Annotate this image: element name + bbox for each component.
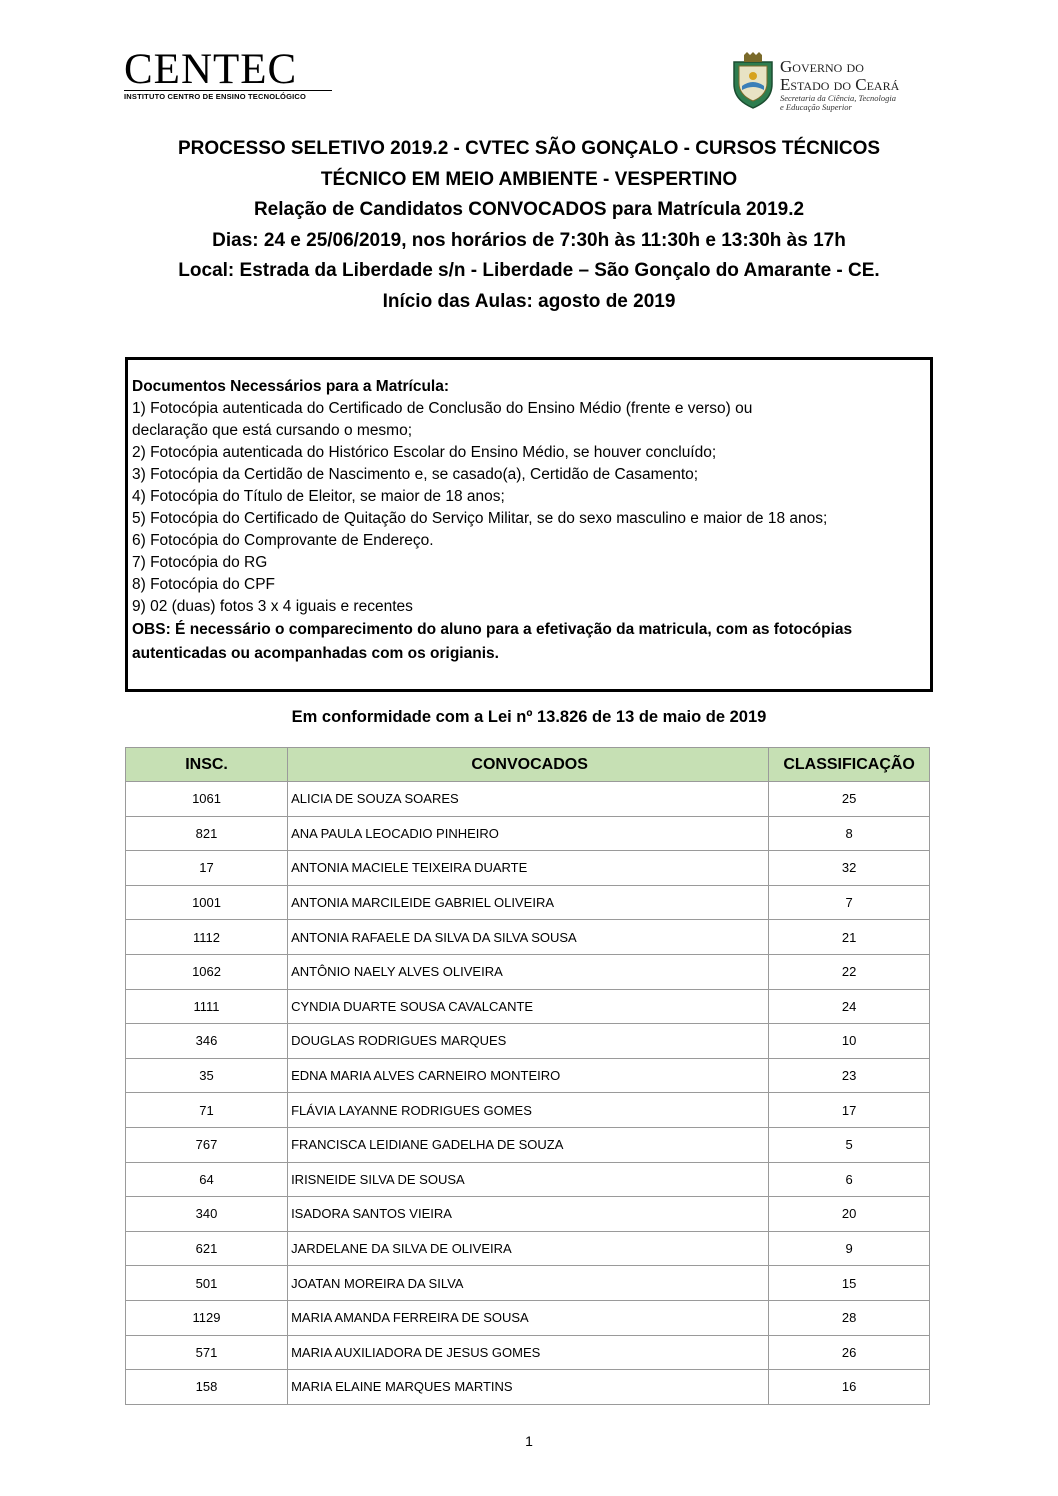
page-number: 1 bbox=[525, 1433, 533, 1449]
document-item: 3) Fotocópia da Certidão de Nascimento e, se casado(a), Certidão de Casamento; bbox=[132, 466, 699, 483]
gov-line-2: Estado do Ceará bbox=[780, 75, 900, 94]
name-cell: MARIA AMANDA FERREIRA DE SOUSA bbox=[288, 1300, 769, 1335]
insc-cell: 1062 bbox=[126, 954, 288, 989]
centec-logo-subtitle: INSTITUTO CENTRO DE ENSINO TECNOLÓGICO bbox=[124, 90, 332, 101]
insc-cell: 158 bbox=[126, 1370, 288, 1405]
insc-cell: 621 bbox=[126, 1231, 288, 1266]
column-header-insc: INSC. bbox=[126, 748, 288, 782]
table-row bbox=[126, 816, 930, 851]
name-cell: MARIA AUXILIADORA DE JESUS GOMES bbox=[288, 1335, 769, 1370]
classification-cell: 25 bbox=[769, 782, 930, 817]
title-line-6: Início das Aulas: agosto de 2019 bbox=[382, 290, 676, 312]
title-line-2: TÉCNICO EM MEIO AMBIENTE - VESPERTINO bbox=[320, 168, 738, 190]
insc-cell: 71 bbox=[126, 1093, 288, 1128]
insc-cell: 1129 bbox=[126, 1300, 288, 1335]
table-row bbox=[126, 1266, 930, 1301]
candidates-table bbox=[125, 747, 930, 1405]
classification-cell: 23 bbox=[769, 1058, 930, 1093]
law-notice: Em conformidade com a Lei nº 13.826 de 13 de maio de 2019 bbox=[291, 708, 767, 726]
table-row bbox=[126, 782, 930, 817]
name-cell: ANTONIA MARCILEIDE GABRIEL OLIVEIRA bbox=[288, 885, 769, 920]
name-cell: IRISNEIDE SILVA DE SOUSA bbox=[288, 1162, 769, 1197]
name-cell: JOATAN MOREIRA DA SILVA bbox=[288, 1266, 769, 1301]
table-row bbox=[126, 989, 930, 1024]
table-header-row bbox=[126, 748, 930, 782]
name-cell: CYNDIA DUARTE SOUSA CAVALCANTE bbox=[288, 989, 769, 1024]
classification-cell: 22 bbox=[769, 954, 930, 989]
insc-cell: 346 bbox=[126, 1024, 288, 1059]
obs-line-1: OBS: É necessário o comparecimento do aluno para a efetivação da matricula, com as fotocópias bbox=[132, 621, 853, 638]
title-line-4: Dias: 24 e 25/06/2019, nos horários de 7:30h às 11:30h e 13:30h às 17h bbox=[212, 229, 846, 251]
table-row bbox=[126, 851, 930, 886]
centec-logo bbox=[124, 46, 338, 101]
insc-cell: 340 bbox=[126, 1197, 288, 1232]
document-item: 5) Fotocópia do Certificado de Quitação do Serviço Militar, se do sexo masculino e maior de 18 anos; bbox=[132, 510, 828, 527]
classification-cell: 21 bbox=[769, 920, 930, 955]
classification-cell: 28 bbox=[769, 1300, 930, 1335]
name-cell: ANTONIA RAFAELE DA SILVA DA SILVA SOUSA bbox=[288, 920, 769, 955]
classification-cell: 15 bbox=[769, 1266, 930, 1301]
classification-cell: 7 bbox=[769, 885, 930, 920]
name-cell: EDNA MARIA ALVES CARNEIRO MONTEIRO bbox=[288, 1058, 769, 1093]
document-titles bbox=[0, 134, 1058, 317]
title-line-5: Local: Estrada da Liberdade s/n - Liberdade – São Gonçalo do Amarante - CE. bbox=[178, 260, 880, 281]
document-item: 1) Fotocópia autenticada do Certificado de Conclusão do Ensino Médio (frente e verso) ou bbox=[132, 400, 753, 417]
classification-cell: 6 bbox=[769, 1162, 930, 1197]
document-item: 6) Fotocópia do Comprovante de Endereço. bbox=[132, 532, 434, 549]
column-header-convocados: CONVOCADOS bbox=[288, 748, 769, 782]
classification-cell: 16 bbox=[769, 1370, 930, 1405]
insc-cell: 501 bbox=[126, 1266, 288, 1301]
insc-cell: 1112 bbox=[126, 920, 288, 955]
insc-cell: 64 bbox=[126, 1162, 288, 1197]
table-row bbox=[126, 1127, 930, 1162]
insc-cell: 1001 bbox=[126, 885, 288, 920]
table-row bbox=[126, 1024, 930, 1059]
name-cell: ANTÔNIO NAELY ALVES OLIVEIRA bbox=[288, 954, 769, 989]
required-documents-box bbox=[125, 357, 933, 692]
documents-heading: Documentos Necessários para a Matrícula: bbox=[132, 378, 450, 395]
governo-ceara-logo bbox=[730, 52, 930, 118]
table-row bbox=[126, 1300, 930, 1335]
table-row bbox=[126, 1231, 930, 1266]
title-line-3: Relação de Candidatos CONVOCADOS para Matrícula 2019.2 bbox=[253, 199, 805, 220]
classification-cell: 9 bbox=[769, 1231, 930, 1266]
title-line-1: PROCESSO SELETIVO 2019.2 - CVTEC SÃO GONÇALO - CURSOS TÉCNICOS bbox=[177, 138, 881, 159]
document-item: 8) Fotocópia do CPF bbox=[132, 576, 276, 593]
name-cell: ALICIA DE SOUZA SOARES bbox=[288, 782, 769, 817]
gov-sub-2: e Educação Superior bbox=[780, 102, 852, 112]
classification-cell: 5 bbox=[769, 1127, 930, 1162]
insc-cell: 571 bbox=[126, 1335, 288, 1370]
ceara-coat-of-arms-icon bbox=[730, 52, 776, 110]
insc-cell: 17 bbox=[126, 851, 288, 886]
centec-logo-text: CENTEC bbox=[124, 46, 298, 93]
classification-cell: 8 bbox=[769, 816, 930, 851]
document-item: 2) Fotocópia autenticada do Histórico Escolar do Ensino Médio, se houver concluído; bbox=[132, 444, 717, 461]
name-cell: ISADORA SANTOS VIEIRA bbox=[288, 1197, 769, 1232]
document-item: 7) Fotocópia do RG bbox=[132, 554, 268, 571]
gov-sub-1: Secretaria da Ciência, Tecnologia bbox=[780, 93, 896, 103]
insc-cell: 1061 bbox=[126, 782, 288, 817]
classification-cell: 17 bbox=[769, 1093, 930, 1128]
column-header-classificacao: CLASSIFICAÇÃO bbox=[769, 748, 930, 782]
name-cell: FRANCISCA LEIDIANE GADELHA DE SOUZA bbox=[288, 1127, 769, 1162]
name-cell: DOUGLAS RODRIGUES MARQUES bbox=[288, 1024, 769, 1059]
classification-cell: 10 bbox=[769, 1024, 930, 1059]
document-item: declaração que está cursando o mesmo; bbox=[132, 422, 413, 439]
document-item: 4) Fotocópia do Título de Eleitor, se maior de 18 anos; bbox=[132, 488, 505, 505]
gov-line-1: Governo do bbox=[780, 57, 864, 76]
classification-cell: 20 bbox=[769, 1197, 930, 1232]
table-row bbox=[126, 885, 930, 920]
insc-cell: 767 bbox=[126, 1127, 288, 1162]
table-row bbox=[126, 920, 930, 955]
classification-cell: 26 bbox=[769, 1335, 930, 1370]
insc-cell: 35 bbox=[126, 1058, 288, 1093]
table-row bbox=[126, 1162, 930, 1197]
insc-cell: 1111 bbox=[126, 989, 288, 1024]
name-cell: ANTONIA MACIELE TEIXEIRA DUARTE bbox=[288, 851, 769, 886]
insc-cell: 821 bbox=[126, 816, 288, 851]
table-row bbox=[126, 1370, 930, 1405]
table-row bbox=[126, 1335, 930, 1370]
table-row bbox=[126, 954, 930, 989]
name-cell: ANA PAULA LEOCADIO PINHEIRO bbox=[288, 816, 769, 851]
classification-cell: 32 bbox=[769, 851, 930, 886]
table-row bbox=[126, 1093, 930, 1128]
name-cell: JARDELANE DA SILVA DE OLIVEIRA bbox=[288, 1231, 769, 1266]
name-cell: MARIA ELAINE MARQUES MARTINS bbox=[288, 1370, 769, 1405]
name-cell: FLÁVIA LAYANNE RODRIGUES GOMES bbox=[288, 1093, 769, 1128]
classification-cell: 24 bbox=[769, 989, 930, 1024]
document-item: 9) 02 (duas) fotos 3 x 4 iguais e recentes bbox=[132, 598, 413, 615]
obs-line-2: autenticadas ou acompanhadas com os origianis. bbox=[132, 645, 499, 662]
table-row bbox=[126, 1058, 930, 1093]
table-row bbox=[126, 1197, 930, 1232]
